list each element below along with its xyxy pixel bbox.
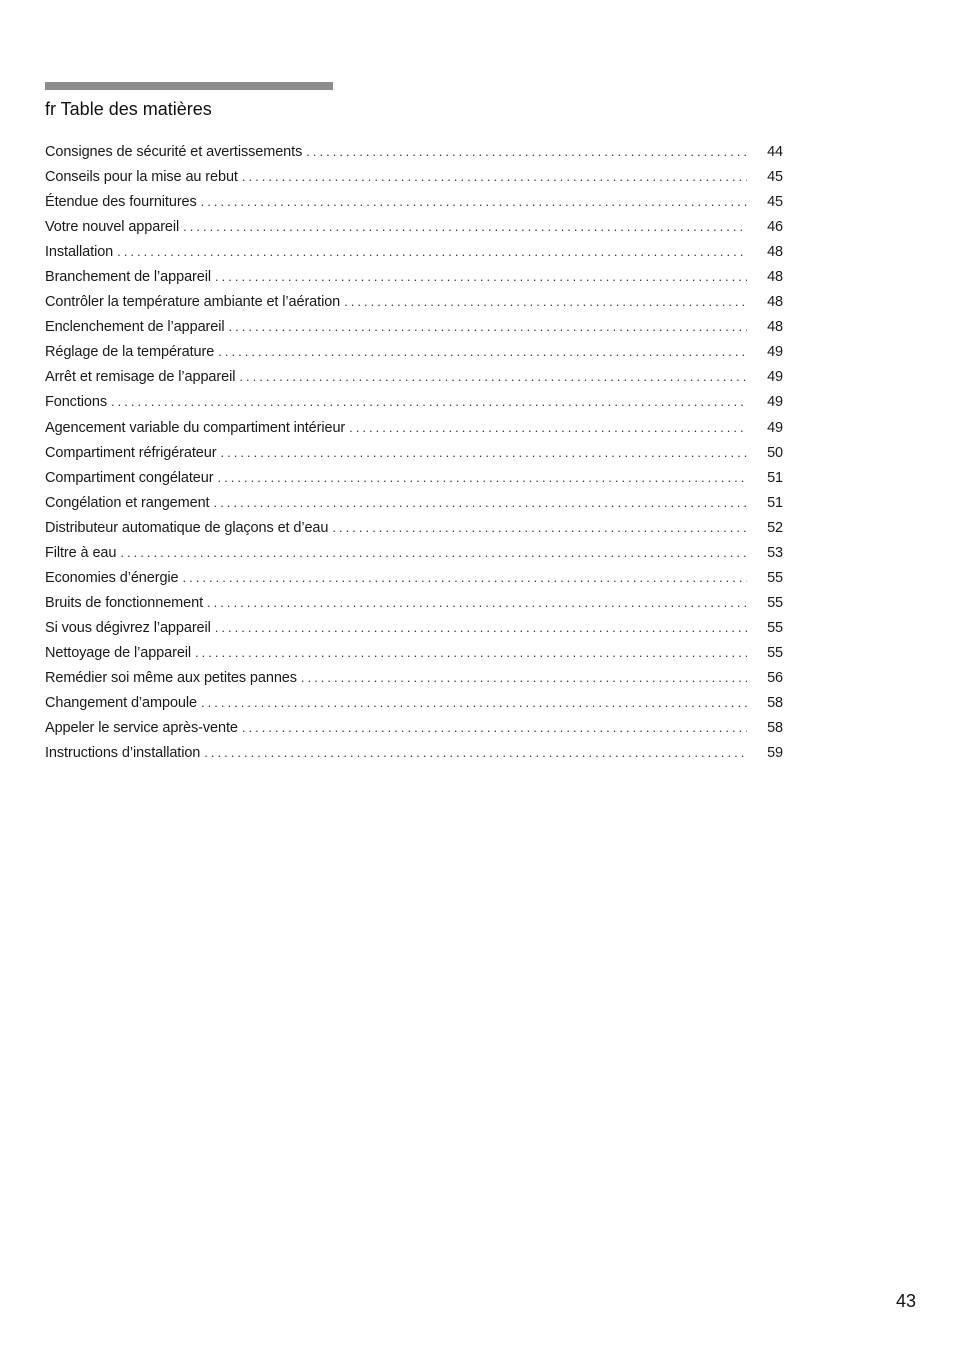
- toc-entry-label: Consignes de sécurité et avertissements: [45, 144, 303, 160]
- toc-entry-label: Congélation et rangement: [45, 494, 210, 511]
- toc-entry[interactable]: [45, 415, 783, 440]
- dot-leader: [306, 139, 747, 164]
- toc-entry[interactable]: [45, 139, 783, 164]
- toc-entry-page: 55: [767, 619, 783, 636]
- toc-entry-page: 51: [767, 469, 783, 486]
- toc-entry[interactable]: [45, 364, 783, 389]
- toc-entry[interactable]: [45, 289, 783, 314]
- toc-entry-label: Installation: [45, 244, 114, 261]
- toc-entry-page: 49: [767, 419, 783, 436]
- page-number: 43: [895, 1291, 916, 1311]
- toc-entry[interactable]: [45, 389, 783, 414]
- toc-entry-page: 55: [767, 594, 783, 611]
- toc-entry-page: 44: [767, 144, 783, 160]
- dot-leader: [228, 314, 747, 339]
- dot-leader: [217, 465, 747, 490]
- dot-leader: [344, 289, 747, 314]
- dot-leader: [239, 364, 747, 389]
- toc-entry[interactable]: [45, 314, 783, 339]
- toc-entry-label: Bruits de fonctionnement: [45, 594, 203, 611]
- toc-entry[interactable]: [45, 715, 783, 740]
- dot-leader: [215, 264, 747, 289]
- toc-entry-label: Étendue des fournitures: [45, 194, 197, 211]
- toc-entry-page: 45: [767, 169, 783, 186]
- toc-entry[interactable]: [45, 515, 783, 540]
- dot-leader: [183, 214, 747, 239]
- toc-entry-label: Enclenchement de l’appareil: [45, 319, 225, 336]
- dot-leader: [117, 239, 747, 264]
- toc-entry-page: 49: [767, 394, 783, 411]
- toc-entry[interactable]: [45, 164, 783, 189]
- toc-entry[interactable]: [45, 339, 783, 364]
- toc-entry-label: Remédier soi même aux petites pannes: [45, 669, 297, 686]
- dot-leader: [204, 740, 747, 765]
- toc-entry-label: Contrôler la température ambiante et l’aération: [45, 294, 341, 311]
- dot-leader: [195, 640, 747, 665]
- toc-entry-page: 48: [767, 269, 783, 286]
- toc-entry[interactable]: [45, 565, 783, 590]
- toc-entry-page: 52: [767, 519, 783, 536]
- toc-entry-page: 59: [767, 745, 783, 762]
- toc-entry-label: Agencement variable du compartiment intérieur: [45, 419, 346, 436]
- toc-entry-page: 48: [767, 244, 783, 261]
- toc-entry-label: Arrêt et remisage de l’appareil: [45, 369, 236, 386]
- toc-entry-page: 53: [767, 544, 783, 561]
- toc-entry[interactable]: [45, 440, 783, 465]
- dot-leader: [301, 665, 747, 690]
- toc-entry-page: 49: [767, 344, 783, 361]
- toc-entry-label: Votre nouvel appareil: [45, 219, 180, 236]
- toc-entry[interactable]: [45, 740, 783, 765]
- dot-leader: [242, 715, 747, 740]
- dot-leader: [220, 440, 747, 465]
- toc-entry-label: Réglage de la température: [45, 344, 215, 361]
- dot-leader: [201, 189, 747, 214]
- page-title: fr Table des matières: [45, 99, 212, 119]
- dot-leader: [218, 339, 747, 364]
- toc-entry-page: 48: [767, 319, 783, 336]
- toc-entry-label: Distributeur automatique de glaçons et d’eau: [45, 519, 329, 536]
- toc-entry[interactable]: [45, 264, 783, 289]
- toc-entry[interactable]: [45, 690, 783, 715]
- toc-entry-label: Compartiment congélateur: [45, 469, 214, 486]
- toc-entry[interactable]: [45, 665, 783, 690]
- toc-entry-label: Conseils pour la mise au rebut: [45, 169, 238, 186]
- dot-leader: [349, 415, 747, 440]
- toc-entry-label: Appeler le service après-vente: [45, 720, 238, 737]
- toc-entry-page: 55: [767, 569, 783, 586]
- toc-entry-label: Filtre à eau: [45, 544, 117, 561]
- dot-leader: [213, 490, 747, 515]
- toc-entry-label: Nettoyage de l’appareil: [45, 644, 192, 661]
- toc-entry-page: 49: [767, 369, 783, 386]
- toc-entry[interactable]: [45, 590, 783, 615]
- toc-entry-page: 46: [767, 219, 783, 236]
- toc-entry[interactable]: [45, 239, 783, 264]
- toc-entry[interactable]: [45, 640, 783, 665]
- header-rule: [45, 82, 333, 90]
- toc-entry-label: Economies d’énergie: [45, 569, 179, 586]
- dot-leader: [120, 540, 747, 565]
- dot-leader: [332, 515, 747, 540]
- toc-entry[interactable]: [45, 465, 783, 490]
- toc-entry[interactable]: [45, 490, 783, 515]
- toc-entry[interactable]: [45, 540, 783, 565]
- toc-entry-page: 55: [767, 644, 783, 661]
- dot-leader: [183, 565, 747, 590]
- toc-entry-page: 51: [767, 494, 783, 511]
- toc-entry[interactable]: [45, 214, 783, 239]
- toc-entry-page: 48: [767, 294, 783, 311]
- toc-entry-page: 45: [767, 194, 783, 211]
- dot-leader: [111, 389, 747, 414]
- toc-entry-page: 56: [767, 669, 783, 686]
- toc-entry-label: Branchement de l’appareil: [45, 269, 211, 286]
- table-of-contents: [45, 139, 783, 765]
- toc-entry-label: Fonctions: [45, 394, 107, 411]
- dot-leader: [207, 590, 747, 615]
- toc-entry-label: Changement d’ampoule: [45, 695, 197, 712]
- dot-leader: [215, 615, 747, 640]
- toc-entry-page: 50: [767, 444, 783, 461]
- toc-entry-label: Instructions d’installation: [45, 745, 201, 762]
- toc-entry-page: 58: [767, 695, 783, 712]
- dot-leader: [201, 690, 747, 715]
- dot-leader: [242, 164, 747, 189]
- toc-entry-page: 58: [767, 720, 783, 737]
- toc-entry[interactable]: [45, 615, 783, 640]
- toc-entry[interactable]: [45, 189, 783, 214]
- toc-entry-label: Compartiment réfrigérateur: [45, 444, 217, 461]
- toc-entry-label: Si vous dégivrez l’appareil: [45, 619, 211, 636]
